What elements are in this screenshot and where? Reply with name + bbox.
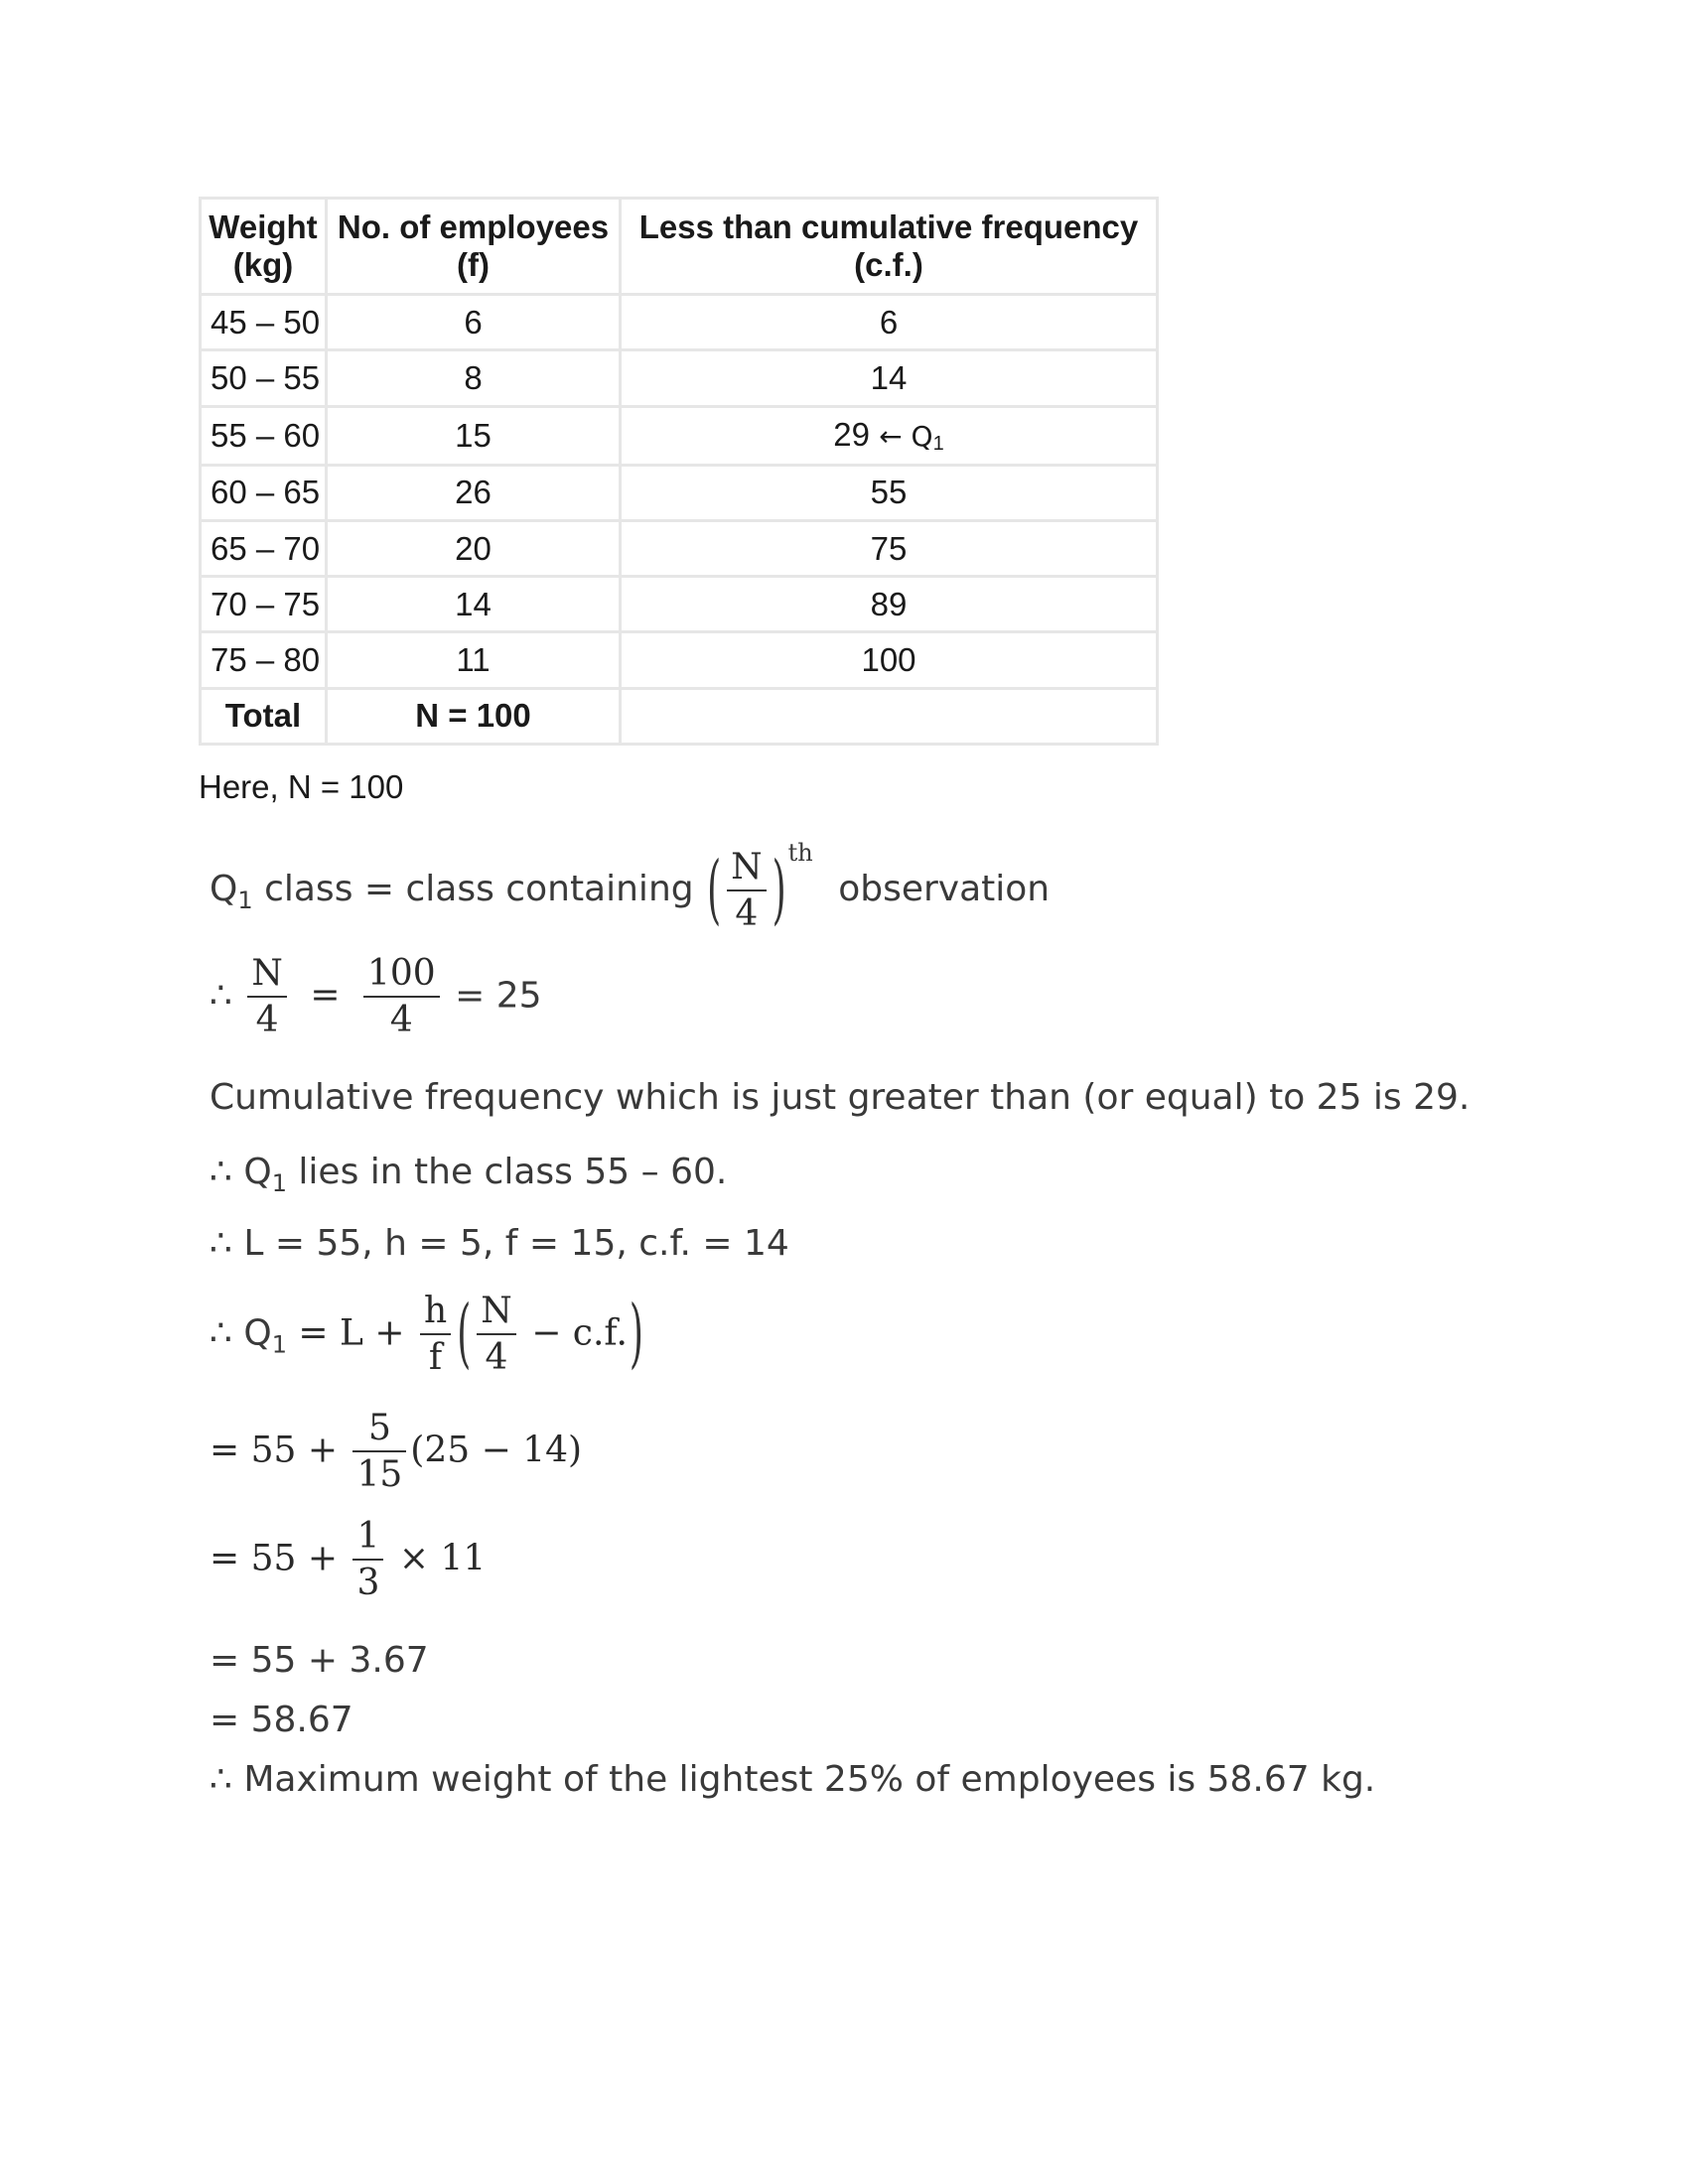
weight-cell: 50 – 55 bbox=[201, 350, 327, 406]
n-over-4-calculation bbox=[210, 953, 542, 1041]
total-label: Total bbox=[201, 688, 327, 744]
q1-marker-subscript: 1 bbox=[932, 432, 944, 455]
fraction-numerator: h bbox=[420, 1291, 451, 1335]
fraction-denominator: 4 bbox=[389, 1000, 413, 1041]
table-row bbox=[201, 295, 1158, 350]
frequency-cell: 11 bbox=[327, 632, 621, 688]
table-row bbox=[201, 632, 1158, 688]
header-employees-label: No. of employees bbox=[337, 208, 610, 245]
step-suffix: × 11 bbox=[398, 1538, 487, 1579]
weight-cell: 75 – 80 bbox=[201, 632, 327, 688]
q1-result: = 58.67 bbox=[210, 1700, 353, 1740]
header-cumulative-label: Less than cumulative frequency bbox=[638, 208, 1139, 245]
q1-class-definition bbox=[210, 839, 1050, 934]
frequency-cell: 6 bbox=[327, 295, 621, 350]
intro-text: Here, N = 100 bbox=[199, 768, 404, 805]
substitution-step bbox=[210, 1408, 582, 1496]
header-cumulative bbox=[621, 199, 1158, 295]
observation-text: observation bbox=[838, 869, 1051, 909]
frequency-cell: 8 bbox=[327, 350, 621, 406]
fraction-numerator: N bbox=[727, 847, 767, 891]
cf-cell: 6 bbox=[621, 295, 1158, 350]
n-over-4-fraction bbox=[727, 847, 767, 935]
cf-cell: 55 bbox=[621, 465, 1158, 520]
q-subscript: 1 bbox=[271, 1169, 287, 1197]
weight-cell: 65 – 70 bbox=[201, 520, 327, 576]
cf-cell: 75 bbox=[621, 520, 1158, 576]
100-over-4-fraction bbox=[363, 953, 440, 1041]
th-superscript: th bbox=[787, 839, 813, 867]
n-over-4-fraction bbox=[247, 953, 287, 1041]
header-cumulative-symbol: (c.f.) bbox=[854, 246, 923, 283]
step-prefix: = 55 + bbox=[210, 1430, 339, 1471]
frequency-cell: 26 bbox=[327, 465, 621, 520]
total-value: N = 100 bbox=[327, 688, 621, 744]
left-paren: ( bbox=[457, 1292, 472, 1378]
formula-lhs: = L + bbox=[298, 1312, 405, 1354]
step-suffix: (25 − 14) bbox=[410, 1430, 583, 1471]
frequency-cell: 14 bbox=[327, 577, 621, 632]
fraction-denominator: 4 bbox=[255, 1000, 279, 1041]
table-row bbox=[201, 350, 1158, 406]
weight-cell: 70 – 75 bbox=[201, 577, 327, 632]
header-weight-label: Weight bbox=[209, 208, 318, 245]
cf-cell: 100 bbox=[621, 632, 1158, 688]
header-employees-symbol: (f) bbox=[457, 246, 490, 283]
q-subscript: 1 bbox=[271, 1330, 287, 1359]
table-row bbox=[201, 465, 1158, 520]
header-weight bbox=[201, 199, 327, 295]
equals-sign: = bbox=[310, 975, 341, 1017]
n-over-4-fraction bbox=[477, 1291, 516, 1379]
q-symbol: Q bbox=[210, 869, 238, 909]
q1-marker: ← Q bbox=[879, 419, 933, 453]
total-cf-cell bbox=[621, 688, 1158, 744]
weight-cell: 55 – 60 bbox=[201, 406, 327, 465]
5-over-15-fraction bbox=[352, 1408, 406, 1496]
fraction-numerator: N bbox=[247, 953, 287, 998]
cf-cell: 14 bbox=[621, 350, 1158, 406]
table-header-row bbox=[201, 199, 1158, 295]
right-paren: ) bbox=[629, 1292, 643, 1378]
result-value: = 25 bbox=[455, 975, 542, 1017]
table-row bbox=[201, 406, 1158, 465]
q1-class-statement bbox=[210, 1152, 727, 1197]
header-weight-unit: (kg) bbox=[232, 246, 294, 283]
table-row bbox=[201, 520, 1158, 576]
fraction-numerator: 1 bbox=[352, 1516, 383, 1561]
table-total-row bbox=[201, 688, 1158, 744]
conclusion-statement: ∴ Maximum weight of the lightest 25% of employees is 58.67 kg. bbox=[210, 1759, 1376, 1800]
therefore-symbol: ∴ bbox=[210, 975, 232, 1017]
1-over-3-fraction bbox=[352, 1516, 383, 1604]
q1-prefix: ∴ Q bbox=[210, 1312, 272, 1354]
fraction-denominator: 4 bbox=[485, 1337, 508, 1379]
addition-step: = 55 + 3.67 bbox=[210, 1640, 429, 1681]
fraction-numerator: 100 bbox=[363, 953, 440, 998]
step-prefix: = 55 + bbox=[210, 1538, 339, 1579]
simplification-step bbox=[210, 1516, 486, 1604]
fraction-denominator: f bbox=[428, 1337, 443, 1379]
definition-text: class = class containing bbox=[264, 869, 694, 909]
fraction-denominator: 3 bbox=[356, 1563, 380, 1604]
q-subscript: 1 bbox=[237, 887, 253, 914]
frequency-cell: 20 bbox=[327, 520, 621, 576]
cf-cell: 89 bbox=[621, 577, 1158, 632]
fraction-denominator: 4 bbox=[735, 893, 759, 934]
frequency-table bbox=[199, 197, 1159, 746]
h-over-f-fraction bbox=[420, 1291, 451, 1379]
weight-cell: 45 – 50 bbox=[201, 295, 327, 350]
fraction-numerator: 5 bbox=[352, 1408, 406, 1452]
class-text: lies in the class 55 – 60. bbox=[298, 1152, 728, 1192]
right-paren: ) bbox=[772, 847, 786, 934]
minus-cf: − c.f. bbox=[531, 1312, 628, 1354]
q1-prefix: ∴ Q bbox=[210, 1152, 272, 1192]
header-employees bbox=[327, 199, 621, 295]
table-row bbox=[201, 577, 1158, 632]
frequency-cell: 15 bbox=[327, 406, 621, 465]
cf-cell bbox=[621, 406, 1158, 465]
fraction-numerator: N bbox=[477, 1291, 516, 1335]
cumulative-frequency-statement: Cumulative frequency which is just greater than (or equal) to 25 is 29. bbox=[210, 1077, 1471, 1118]
fraction-denominator: 15 bbox=[356, 1454, 403, 1496]
left-paren: ( bbox=[707, 847, 722, 934]
q1-formula bbox=[210, 1291, 645, 1379]
cf-value: 29 bbox=[833, 415, 870, 453]
weight-cell: 60 – 65 bbox=[201, 465, 327, 520]
parameters-statement: ∴ L = 55, h = 5, f = 15, c.f. = 14 bbox=[210, 1223, 789, 1264]
